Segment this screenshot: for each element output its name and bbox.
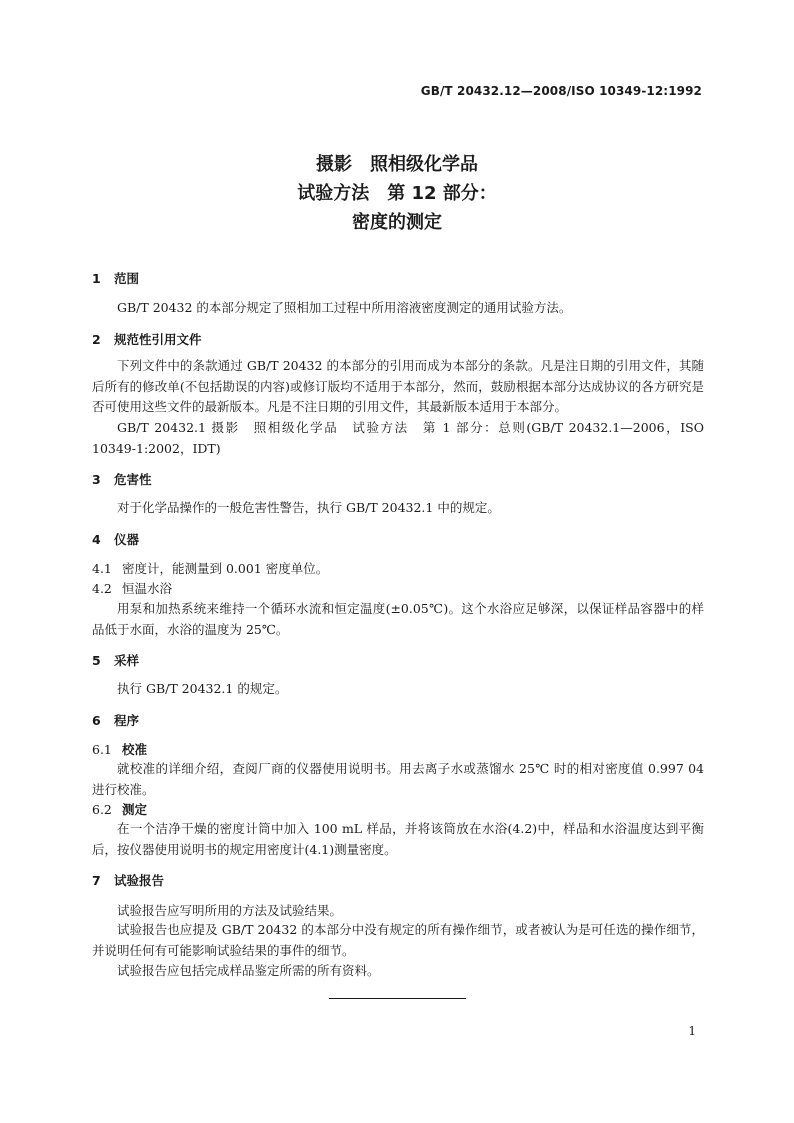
subsection-4-1 [92,559,328,577]
subsection-6-2 [92,800,147,818]
section-number: 2 [92,332,101,347]
section-1-paragraph: GB/T 20432 的本部分规定了照相加工过程中所用溶液密度测定的通用试验方法。 [117,300,572,315]
section-7-paragraph-1: 试验报告应写明所用的方法及试验结果。 [117,903,343,918]
section-7-paragraph-2: 试验报告也应提及 GB/T 20432 的本部分中没有规定的所有操作细节，或者被认为是可任选的操作细节，并说明任何有可能影响试验结果的事件的细节。 [92,922,704,958]
section-2-paragraph-2: GB/T 20432.1 摄影 照相级化学品 试验方法 第 1 部分：总则(GB/T 20432.1—2006，ISO 10349-1:2002，IDT) [92,420,704,456]
section-number: 4 [92,532,101,547]
title-line-2: 试验方法 第 12 部分： [297,183,497,204]
section-1-heading [92,269,139,287]
section-3-paragraph: 对于化学品操作的一般危害性警告，执行 GB/T 20432.1 中的规定。 [117,500,500,515]
subsection-title: 测定 [122,802,148,817]
standard-code: GB/T 20432.12—2008/ISO 10349-12:1992 [420,84,702,98]
section-5-paragraph: 执行 GB/T 20432.1 的规定。 [117,681,288,696]
subsection-4-2 [92,579,172,597]
section-2-paragraph-1: 下列文件中的条款通过 GB/T 20432 的本部分的引用而成为本部分的条款。凡是注日期的引用文件，其随后所有的修改单(不包括勘误的内容)或修订版均不适用于本部分，然而，鼓励根据本部分达成协议的各方研究是否可使用这些文件的最新版本。凡是不注日期的引用文件，其最新版本适用于本部分。 [92,358,704,414]
page-number: 1 [688,1024,696,1038]
subsection-6-1 [92,740,147,758]
section-3-heading [92,470,152,488]
subsection-number: 4.2 [92,581,112,596]
section-6-1-paragraph: 就校准的详细介绍，查阅厂商的仪器使用说明书。用去离子水或蒸馏水 25℃ 时的相对密度值 0.997 04 进行校准。 [92,761,704,797]
subsection-title: 校准 [122,742,148,757]
section-2-heading [92,330,202,348]
subsection-text: 密度计，能测量到 0.001 密度单位。 [122,561,329,576]
section-7-heading [92,871,164,889]
section-4-heading [92,530,139,548]
subsection-number: 6.2 [92,802,112,817]
section-7-paragraph-3: 试验报告应包括完成样品鉴定所需的所有资料。 [117,963,380,978]
section-title: 试验报告 [114,873,165,888]
section-number: 1 [92,271,101,286]
section-number: 5 [92,653,101,668]
subsection-number: 4.1 [92,561,112,576]
section-title: 采样 [114,653,140,668]
section-number: 3 [92,472,101,487]
section-4-paragraph: 用泵和加热系统来维持一个循环水流和恒定温度(±0.05℃)。这个水浴应足够深，以保证样品容器中的样品低于水面，水浴的温度为 25℃。 [92,601,704,637]
section-title: 危害性 [114,472,152,487]
title-line-1: 摄影 照相级化学品 [316,154,478,175]
subsection-number: 6.1 [92,742,112,757]
section-number: 6 [92,713,101,728]
section-6-heading [92,711,139,729]
title-line-3: 密度的测定 [352,212,442,233]
section-number: 7 [92,873,101,888]
section-title: 范围 [114,271,140,286]
section-title: 仪器 [114,532,140,547]
subsection-text: 恒温水浴 [122,581,173,596]
end-rule [329,998,466,999]
section-5-heading [92,651,139,669]
section-title: 程序 [114,713,140,728]
section-title: 规范性引用文件 [114,332,202,347]
section-6-2-paragraph: 在一个洁净干燥的密度计筒中加入 100 mL 样品，并将该筒放在水浴(4.2)中，样品和水浴温度达到平衡后，按仪器使用说明书的规定用密度计(4.1)测量密度。 [92,821,704,857]
